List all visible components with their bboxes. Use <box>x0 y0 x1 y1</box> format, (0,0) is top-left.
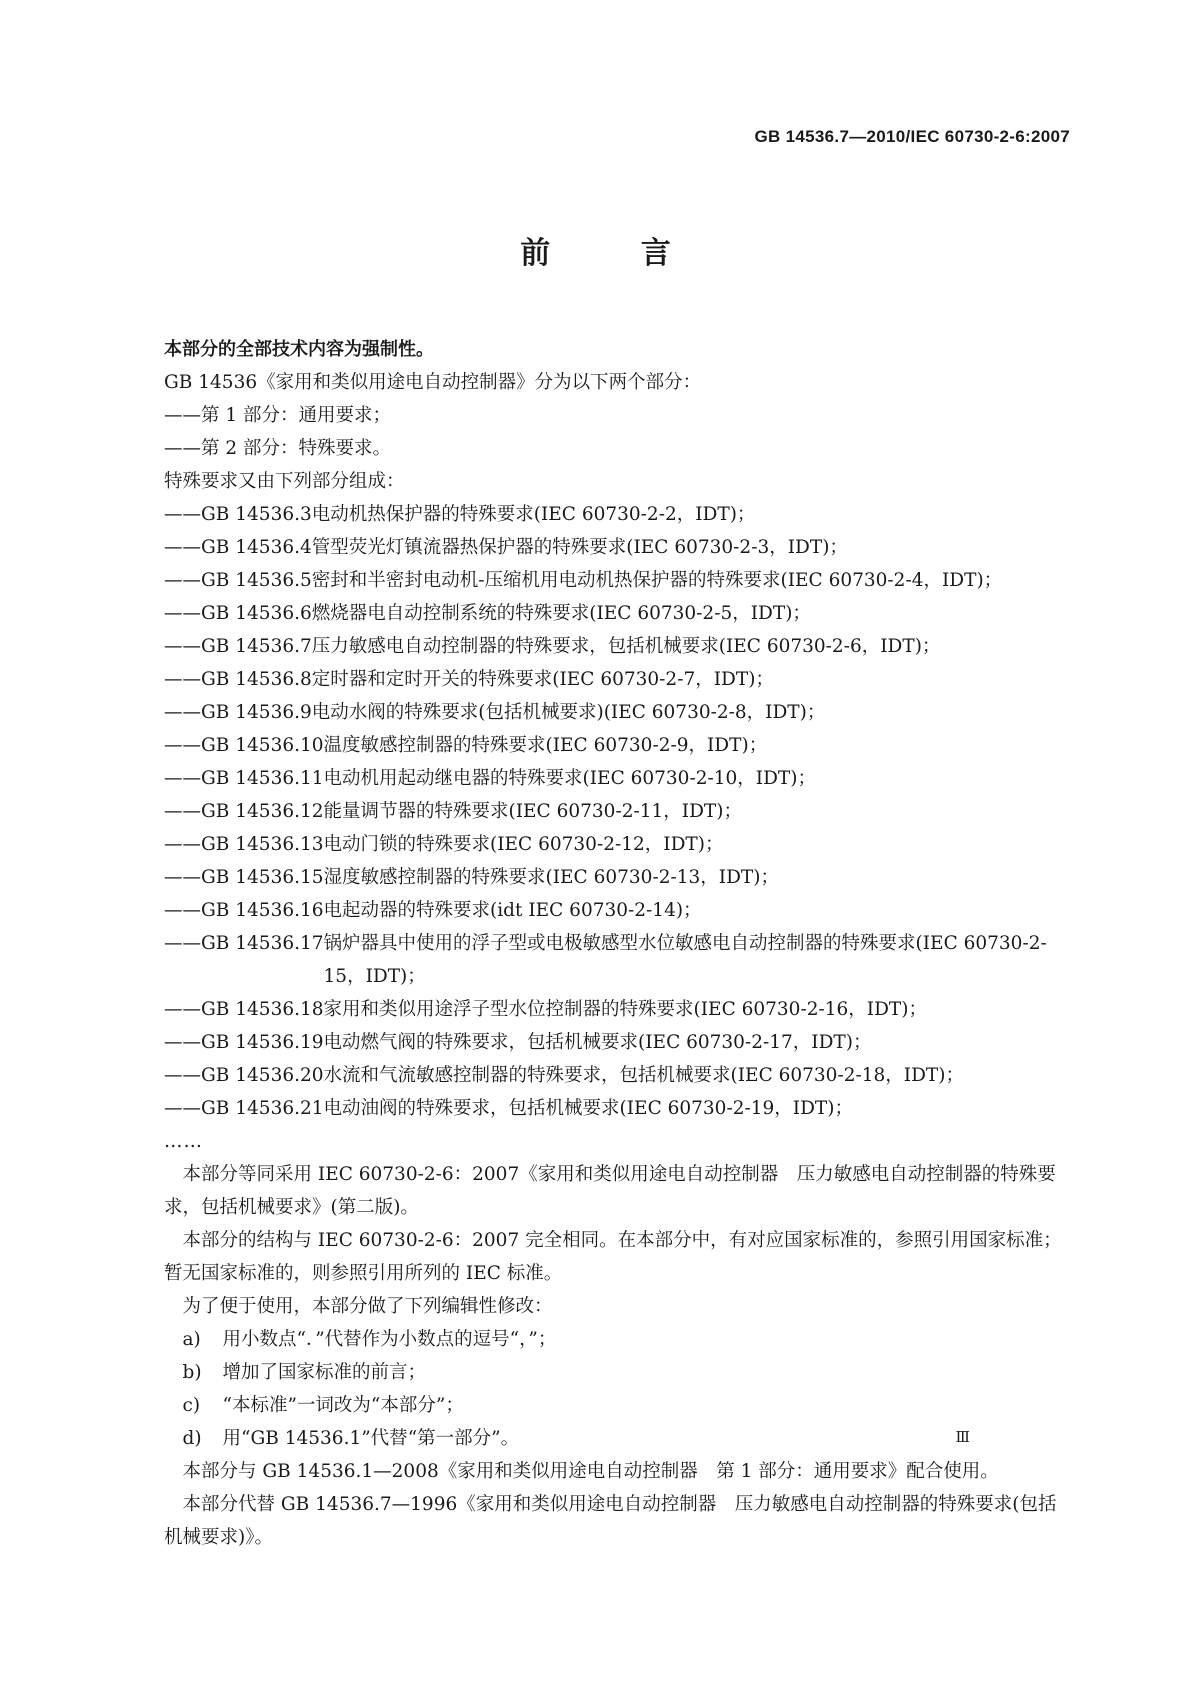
standard-list-item <box>164 1026 1074 1059</box>
special-intro: 特殊要求又由下列部分组成： <box>164 471 405 492</box>
standard-description: 水流和气流敏感控制器的特殊要求，包括机械要求(IEC 60730-2-18，IDT)； <box>323 1065 964 1086</box>
edit-marker: d) <box>182 1428 202 1449</box>
standard-list-item <box>164 531 1074 564</box>
standard-description: 管型荧光灯镇流器热保护器的特殊要求(IEC 60730-2-3，IDT)； <box>311 537 848 558</box>
standard-list-item <box>164 1092 1074 1125</box>
standard-description: 电动燃气阀的特殊要求，包括机械要求(IEC 60730-2-17，IDT)； <box>323 1032 872 1053</box>
standard-description: 燃烧器电自动控制系统的特殊要求(IEC 60730-2-5，IDT)； <box>311 603 811 624</box>
structure-text: 本部分的结构与 IEC 60730-2-6：2007 完全相同。在本部分中，有对应国家标准的，参照引用国家标准；暂无国家标准的，则参照引用所列的 IEC 标准。 <box>164 1230 1062 1284</box>
standard-description: 能量调节器的特殊要求(IEC 60730-2-11，IDT)； <box>323 801 742 822</box>
replaces-text: 本部分代替 GB 14536.7—1996《家用和类似用途电自动控制器 压力敏感电自动控制器的特殊要求(包括机械要求)》。 <box>164 1494 1057 1548</box>
part-item: ——第 1 部分：通用要求； <box>164 405 392 426</box>
page-title: 前 言 <box>520 236 711 271</box>
parts-intro: GB 14536《家用和类似用途电自动控制器》分为以下两个部分： <box>164 372 702 393</box>
structure-paragraph <box>164 1224 1074 1290</box>
standard-code: ——GB 14536.20 <box>164 1065 324 1086</box>
edit-item <box>164 1422 1074 1455</box>
standard-list-item <box>164 993 1074 1026</box>
edit-marker: a) <box>182 1329 201 1350</box>
mandatory-statement: 本部分的全部技术内容为强制性。 <box>164 339 434 360</box>
edit-item <box>164 1323 1074 1356</box>
standard-description: 锅炉器具中使用的浮子型或电极敏感型水位敏感电自动控制器的特殊要求(IEC 60730-2-15，IDT)； <box>323 933 1047 987</box>
standard-list-item <box>164 795 1074 828</box>
standard-list-item <box>164 894 1074 927</box>
standard-code: ——GB 14536.10 <box>164 735 324 756</box>
standard-code: ——GB 14536.7 <box>164 636 312 657</box>
edit-text: 用小数点“．”代替作为小数点的逗号“，”； <box>222 1329 557 1350</box>
foreword-body <box>164 333 1074 1554</box>
standard-code: ——GB 14536.16 <box>164 900 324 921</box>
edit-item <box>164 1356 1074 1389</box>
standard-code: ——GB 14536.21 <box>164 1098 324 1119</box>
standard-list-item <box>164 828 1074 861</box>
standard-description: 湿度敏感控制器的特殊要求(IEC 60730-2-13，IDT)； <box>323 867 779 888</box>
standard-code: ——GB 14536.8 <box>164 669 312 690</box>
standard-list-item <box>164 630 1074 663</box>
standard-code: ——GB 14536.19 <box>164 1032 324 1053</box>
part-item: ——第 2 部分：特殊要求。 <box>164 438 392 459</box>
edit-text: “本标准”一词改为“本部分”； <box>222 1395 464 1416</box>
standard-description: 电动机热保护器的特殊要求(IEC 60730-2-2，IDT)； <box>311 504 756 525</box>
standard-code: ——GB 14536.3 <box>164 504 312 525</box>
standards-list <box>164 498 1074 1125</box>
standard-description: 电动机用起动继电器的特殊要求(IEC 60730-2-10，IDT)； <box>323 768 816 789</box>
standard-description: 家用和类似用途浮子型水位控制器的特殊要求(IEC 60730-2-16，IDT)； <box>323 999 927 1020</box>
page-number: Ⅲ <box>955 1428 970 1446</box>
standard-description: 定时器和定时开关的特殊要求(IEC 60730-2-7，IDT)； <box>311 669 774 690</box>
edits-intro-text: 为了便于使用，本部分做了下列编辑性修改： <box>182 1296 553 1317</box>
standard-list-item <box>164 564 1074 597</box>
edit-text: 增加了国家标准的前言； <box>222 1362 427 1383</box>
edit-text: 用“GB 14536.1”代替“第一部分”。 <box>222 1428 520 1449</box>
standard-description: 电动水阀的特殊要求(包括机械要求)(IEC 60730-2-8，IDT)； <box>311 702 826 723</box>
standard-list-item <box>164 597 1074 630</box>
standard-code-header: GB 14536.7—2010/IEC 60730-2-6:2007 <box>754 127 1070 146</box>
standard-description: 电起动器的特殊要求(idt IEC 60730-2-14)； <box>323 900 702 921</box>
standard-list-item <box>164 729 1074 762</box>
standard-code: ——GB 14536.4 <box>164 537 312 558</box>
standard-list-item <box>164 1059 1074 1092</box>
standard-list-item <box>164 663 1074 696</box>
standard-code: ——GB 14536.5 <box>164 570 312 591</box>
standard-list-item <box>164 762 1074 795</box>
standard-description: 温度敏感控制器的特殊要求(IEC 60730-2-9，IDT)； <box>323 735 768 756</box>
standard-code: ——GB 14536.6 <box>164 603 312 624</box>
edit-marker: b) <box>182 1362 202 1383</box>
ellipsis: …… <box>164 1131 203 1152</box>
edit-item <box>164 1389 1074 1422</box>
edits-intro <box>164 1290 1074 1323</box>
standard-list-item <box>164 696 1074 729</box>
standard-list-item <box>164 861 1074 894</box>
standard-code: ——GB 14536.15 <box>164 867 324 888</box>
standard-list-item <box>164 927 1074 993</box>
use-with-text: 本部分与 GB 14536.1—2008《家用和类似用途电自动控制器 第 1 部分：通用要求》配合使用。 <box>182 1461 999 1482</box>
adoption-text: 本部分等同采用 IEC 60730-2-6：2007《家用和类似用途电自动控制器 压力敏感电自动控制器的特殊要求，包括机械要求》(第二版)。 <box>164 1164 1056 1218</box>
standard-description: 密封和半密封电动机-压缩机用电动机热保护器的特殊要求(IEC 60730-2-4，IDT)； <box>311 570 1003 591</box>
replaces-paragraph <box>164 1488 1074 1554</box>
standard-list-item <box>164 498 1074 531</box>
standard-code: ——GB 14536.17 <box>164 933 324 954</box>
standard-description: 电动油阀的特殊要求，包括机械要求(IEC 60730-2-19，IDT)； <box>323 1098 853 1119</box>
use-with-paragraph <box>164 1455 1074 1488</box>
standard-code: ——GB 14536.11 <box>164 768 324 789</box>
adoption-paragraph <box>164 1158 1074 1224</box>
edit-marker: c) <box>182 1395 201 1416</box>
standard-description: 电动门锁的特殊要求(IEC 60730-2-12，IDT)； <box>323 834 724 855</box>
standard-description: 压力敏感电自动控制器的特殊要求，包括机械要求(IEC 60730-2-6，IDT)； <box>311 636 941 657</box>
standard-code: ——GB 14536.12 <box>164 801 324 822</box>
edits-list <box>164 1323 1074 1455</box>
standard-code: ——GB 14536.9 <box>164 702 312 723</box>
standard-code: ——GB 14536.18 <box>164 999 324 1020</box>
standard-code: ——GB 14536.13 <box>164 834 324 855</box>
